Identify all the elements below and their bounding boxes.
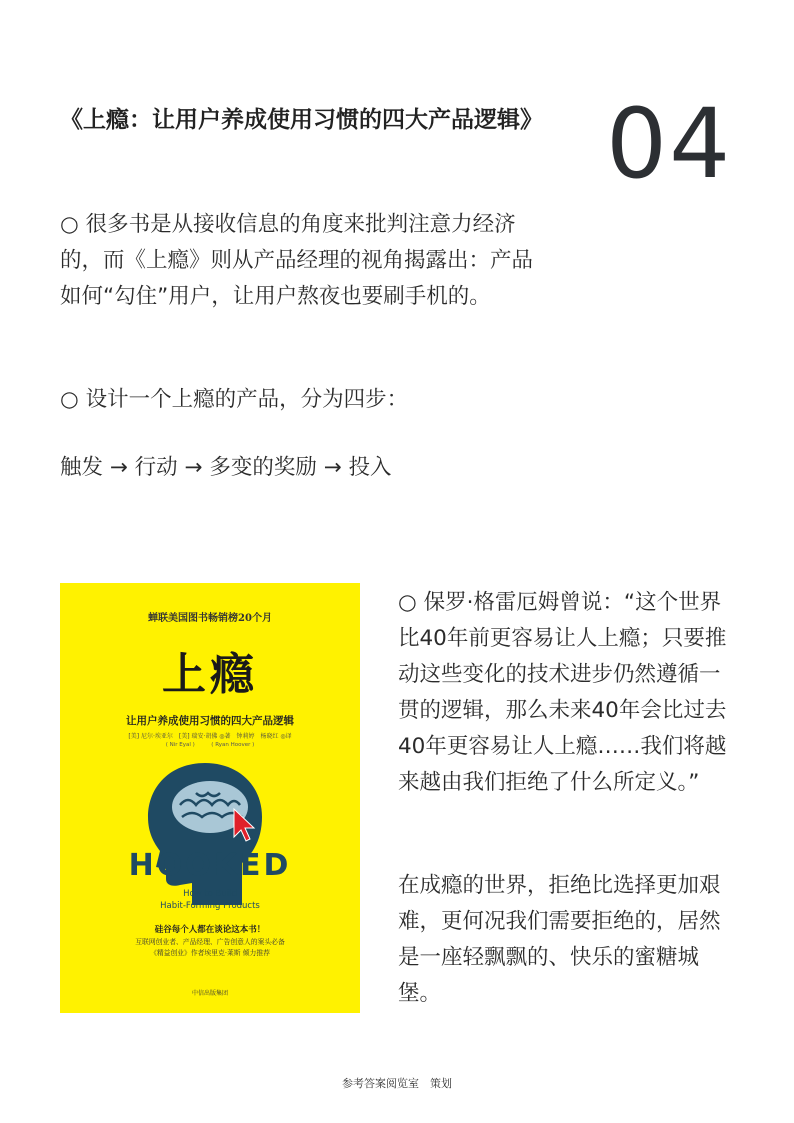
cover-description-line2: 《精益创业》作者埃里克·莱斯 倾力推荐 <box>150 949 270 957</box>
cover-english-subtitle-line2: Habit-Forming Products <box>160 901 260 911</box>
cover-description-line1: 互联网创业者、产品经理、广告创意人的案头必备 <box>135 938 285 946</box>
cover-english-title: HOOKED <box>128 848 292 883</box>
paragraph-quote: ○ 保罗·格雷厄姆曾说：“这个世界比40年前更容易让人上瘾；只要推动这些变化的技术进步仍然遵循一贯的逻辑，那么未来40年会比过去40年更容易让人上瘾……我们将越来越由我们拒绝了什么所定义。” <box>398 590 727 795</box>
book-cover <box>60 583 360 1013</box>
cover-banner: 蝉联美国图书畅销榜20个月 <box>148 613 272 624</box>
cover-tagline: 硅谷每个人都在谈论这本书！ <box>154 925 266 935</box>
cover-description <box>60 937 360 959</box>
cover-subtitle: 让用户养成使用习惯的四大产品逻辑 <box>126 715 294 727</box>
paragraph-conclusion: 在成瘾的世界，拒绝比选择更加艰难，更何况我们需要拒绝的，居然是一座轻飘飘的、快乐的蜜糖城堡。 <box>398 873 721 1006</box>
section-number: 04 <box>606 88 733 200</box>
cover-publisher: 中信出版集团 <box>191 990 228 997</box>
paragraph-intro: ○ 很多书是从接收信息的角度来批判注意力经济的，而《上瘾》则从产品经理的视角揭露出：产品如何“勾住”用户，让用户熬夜也要刷手机的。 <box>60 212 534 309</box>
cover-english-subtitle <box>60 888 360 912</box>
paragraph-steps-intro: ○ 设计一个上瘾的产品，分为四步： <box>60 387 409 412</box>
cover-english-subtitle-line1: How to Build <box>183 889 237 899</box>
paragraph-steps: 触发 → 行动 → 多变的奖励 → 投入 <box>60 455 392 480</box>
cover-authors: [美] 尼尔·埃亚尔 [美] 瑞安·胡佛 ◎著 钟莉婷 杨晓红 ◎译 <box>128 733 292 740</box>
footer-credit: 参考答案阅览室 策划 <box>342 1077 452 1090</box>
cover-authors-en: ( Nir Eyal ) ( Ryan Hoover ) <box>165 742 255 748</box>
section-title: 《上瘾：让用户养成使用习惯的四大产品逻辑》 <box>60 107 543 133</box>
cover-title: 上瘾 <box>162 649 258 700</box>
